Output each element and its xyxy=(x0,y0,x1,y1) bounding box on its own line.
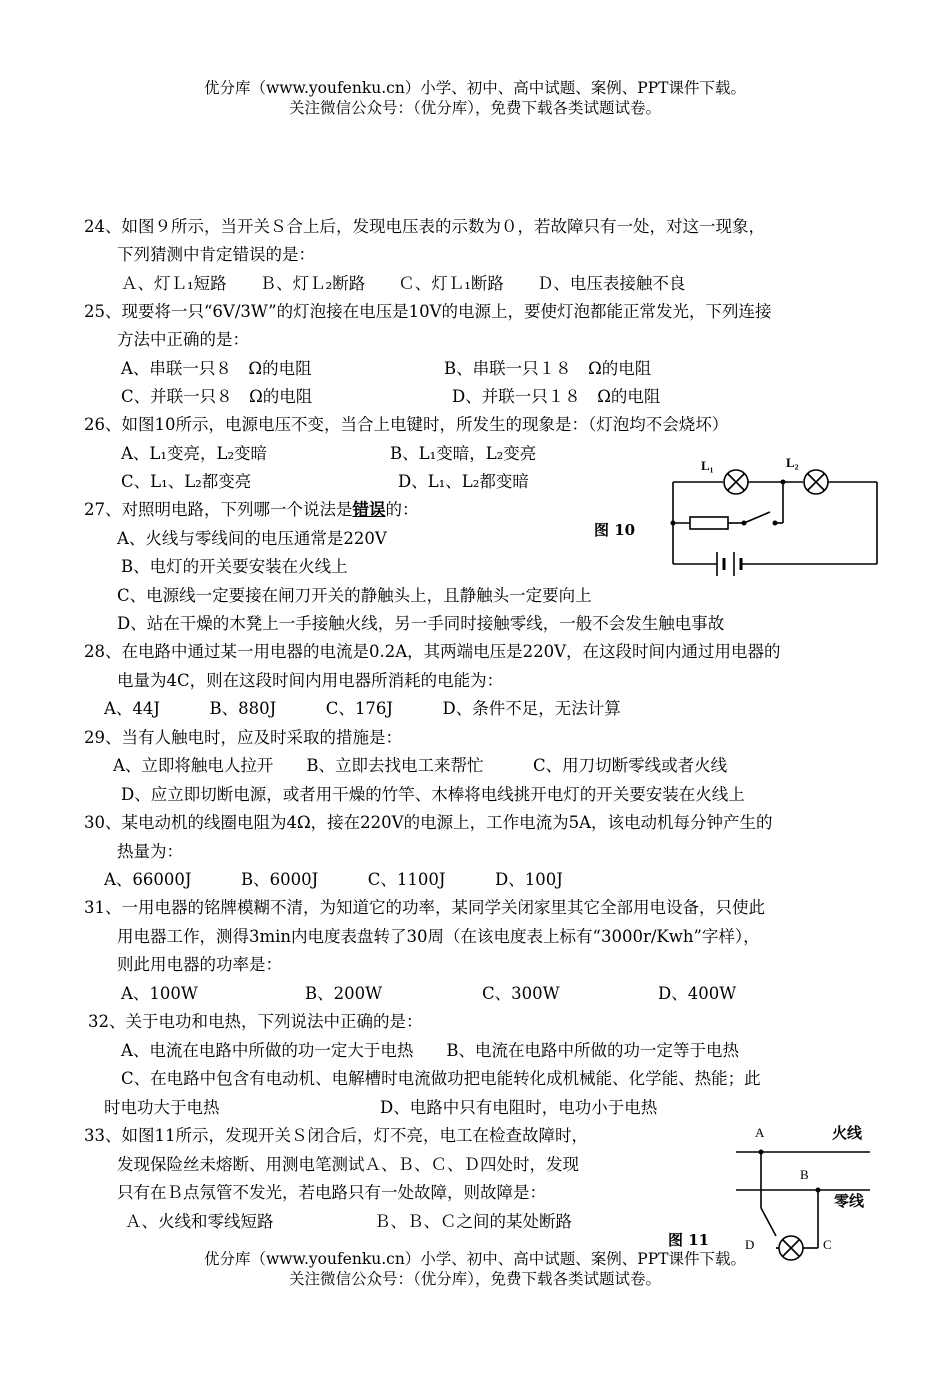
q29-stem: 29、当有人触电时，应及时采取的措施是： xyxy=(84,728,402,747)
q30-stem-2: 热量为： xyxy=(117,842,183,861)
lamp-l2-label: L₂ xyxy=(786,455,799,470)
q24-stem-2: 下列猜测中肯定错误的是： xyxy=(117,245,315,264)
q27-stem-emphasis: 错误 xyxy=(352,500,386,519)
figure-11-label: 图 11 xyxy=(668,1231,710,1249)
q25-option-a: A、串联一只８ Ω的电阻 xyxy=(121,359,312,378)
q27-stem xyxy=(84,499,419,521)
q32-stem: 32、关于电功和电热，下列说法中正确的是： xyxy=(88,1012,423,1031)
q26-option-c: C、L₁、L₂都变亮 xyxy=(121,472,252,491)
q29-options-abc: A、立即将触电人拉开 B、立即去找电工来帮忙 C、用刀切断零线或者火线 xyxy=(113,756,728,775)
q30-stem-1: 30、某电动机的线圈电阻为4Ω，接在220V的电源上，工作电流为5A，该电动机每分钟产生的 xyxy=(84,813,773,832)
q25-option-c: C、并联一只８ Ω的电阻 xyxy=(121,387,313,406)
q29-option-d: D、应立即切断电源，或者用干燥的竹竿、木棒将电线挑开电灯的开关要安装在火线上 xyxy=(121,785,745,804)
q26-option-b: B、L₁变暗，L₂变亮 xyxy=(390,444,537,463)
point-c-label: C xyxy=(823,1237,832,1252)
q33-option-a: Ａ、火线和零线短路 xyxy=(125,1212,274,1231)
q25-stem-2: 方法中正确的是： xyxy=(117,330,249,349)
q26-stem: 26、如图10所示，电源电压不变，当合上电键时，所发生的现象是：（灯泡均不会烧坏） xyxy=(84,415,729,434)
footer-line-2: 关注微信公众号：（优分库），免费下载各类试题试卷。 xyxy=(288,1270,661,1288)
q25-stem-1: 25、现要将一只“6V/3W”的灯泡接在电压是10V的电源上，要使灯泡都能正常发光，下列连接 xyxy=(84,302,772,321)
live-wire-label: 火线 xyxy=(832,1126,863,1142)
q32-option-c-2: 时电功大于电热 xyxy=(104,1098,220,1117)
q27-option-b: B、电灯的开关要安装在火线上 xyxy=(121,557,348,576)
figure-10-label: 图 10 xyxy=(594,521,636,539)
q31-stem-1: 31、一用电器的铭牌模糊不清，为知道它的功率，某同学关闭家里其它全部用电设备，只使此 xyxy=(84,898,765,917)
figure-11-circuit xyxy=(730,1120,900,1270)
point-a-label: A xyxy=(755,1125,765,1140)
q27-stem-post: 的： xyxy=(385,500,419,519)
switch-icon xyxy=(744,512,770,523)
q32-options-ab: A、电流在电路中所做的功一定大于电热 B、电流在电路中所做的功一定等于电热 xyxy=(121,1041,740,1060)
q27-option-c: C、电源线一定要接在闸刀开关的静触头上，且静触头一定要向上 xyxy=(117,586,592,605)
footer-line-1: 优分库（www.youfenku.cn）小学、初中、高中试题、案例、PPT课件下载。 xyxy=(203,1250,747,1268)
q32-option-c-1: C、在电路中包含有电动机、电解槽时电流做功把电能转化成机械能、化学能、热能；此 xyxy=(121,1069,761,1088)
q33-stem-1: 33、如图11所示，发现开关Ｓ闭合后，灯不亮，电工在检查故障时， xyxy=(84,1126,588,1145)
header-line-2: 关注微信公众号：（优分库），免费下载各类试题试卷。 xyxy=(288,99,661,117)
switch-s-icon xyxy=(761,1208,776,1236)
q28-stem-1: 28、在电路中通过某一用电器的电流是0.2A，其两端电压是220V，在这段时间内通过用电器的 xyxy=(84,642,781,661)
q26-option-a: A、L₁变亮，L₂变暗 xyxy=(121,444,268,463)
q25-option-d: D、并联一只１８ Ω的电阻 xyxy=(452,387,661,406)
q24-stem-1: 24、如图９所示，当开关Ｓ合上后，发现电压表的示数为０，若故障只有一处，对这一现象， xyxy=(84,217,765,236)
q25-option-b: B、串联一只１８ Ω的电阻 xyxy=(444,359,652,378)
q26-option-d: D、L₁、L₂都变暗 xyxy=(398,472,529,491)
q33-stem-3: 只有在Ｂ点氖管不发光，若电路只有一处故障，则故障是： xyxy=(117,1183,546,1202)
q24-options: Ａ、灯Ｌ₁短路 Ｂ、灯Ｌ₂断路 Ｃ、灯Ｌ₁断路 Ｄ、电压表接触不良 xyxy=(121,274,686,293)
q31-stem-2: 用电器工作，测得3min内电度表盘转了30周（在该电度表上标有“3000r/Kwh”字样）， xyxy=(117,927,760,946)
header-line-1: 优分库（www.youfenku.cn）小学、初中、高中试题、案例、PPT课件下载。 xyxy=(203,79,747,97)
q31-stem-3: 则此用电器的功率是： xyxy=(117,955,282,974)
q31-option-d: D、400W xyxy=(658,984,737,1003)
q28-stem-2: 电量为4C，则在这段时间内用电器所消耗的电能为： xyxy=(117,671,504,690)
resistor-icon xyxy=(690,517,728,529)
figure-10-circuit xyxy=(660,452,920,582)
q31-option-c: C、300W xyxy=(482,984,560,1003)
q31-option-a: A、100W xyxy=(121,984,198,1003)
q32-option-d: D、电路中只有电阻时，电功小于电热 xyxy=(380,1098,658,1117)
q33-option-b: Ｂ、Ｂ、Ｃ之间的某处断路 xyxy=(374,1212,572,1231)
neutral-wire-label: 零线 xyxy=(834,1194,865,1210)
q28-options: A、44J B、880J C、176J D、条件不足，无法计算 xyxy=(104,699,621,718)
point-b-label: B xyxy=(800,1167,809,1182)
q31-option-b: B、200W xyxy=(305,984,383,1003)
q33-stem-2: 发现保险丝未熔断、用测电笔测试Ａ、Ｂ、Ｃ、Ｄ四处时，发现 xyxy=(117,1155,579,1174)
q30-options: A、66000J B、6000J C、1100J D、100J xyxy=(104,870,563,889)
q27-option-d: D、站在干燥的木凳上一手接触火线，另一手同时接触零线，一般不会发生触电事故 xyxy=(117,614,725,633)
point-d-label: D xyxy=(745,1237,755,1252)
q27-stem-pre: 27、对照明电路，下列哪一个说法是 xyxy=(84,500,353,519)
q27-option-a: A、火线与零线间的电压通常是220V xyxy=(117,529,387,548)
lamp-l1-label: L₁ xyxy=(701,458,714,473)
